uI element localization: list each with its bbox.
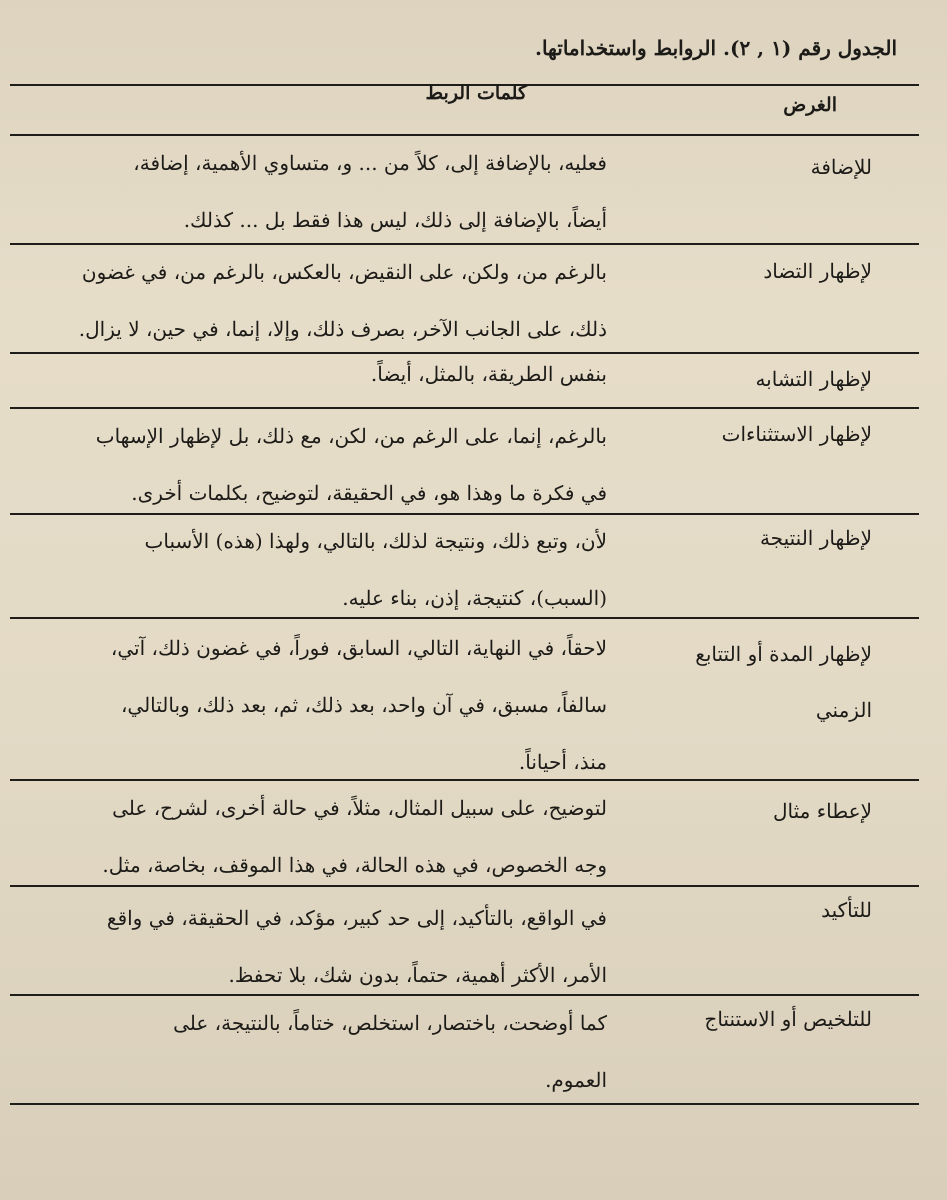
connector-line: في الواقع، بالتأكيد، إلى حد كبير، مؤكد، في الحقيقة، في واقع (106, 906, 607, 930)
row-purpose: لإظهار النتيجة (759, 526, 872, 550)
row-divider (10, 885, 919, 887)
row-connectors (40, 513, 607, 627)
connector-line: العموم. (545, 1068, 607, 1092)
connector-line: لاحقاً، في النهاية، التالي، السابق، فوراً، في غضون ذلك، آتي، (110, 636, 607, 660)
connector-line: منذ، أحياناً. (518, 750, 607, 774)
row-purpose: لإظهار التضاد (763, 259, 872, 283)
row-divider (10, 617, 919, 619)
connector-line: لتوضيح، على سبيل المثال، مثلاً، في حالة أخرى، لشرح، على (112, 796, 607, 820)
connector-line: بنفس الطريقة، بالمثل، أيضاً. (370, 362, 607, 386)
row-connectors (40, 244, 607, 358)
connector-line: ذلك، على الجانب الآخر، بصرف ذلك، وإلا، إنما، في حين، لا يزال. (78, 317, 607, 341)
row-connectors (40, 620, 607, 791)
row-purpose: للإضافة (810, 155, 872, 179)
row-connectors (40, 408, 607, 522)
connector-line: وجه الخصوص، في هذه الحالة، في هذا الموقف، بخاصة، مثل. (102, 853, 607, 877)
row-purpose: لإظهار التشابه (755, 367, 872, 391)
row-connectors (40, 135, 607, 249)
header-connectors: كلمات الربط (425, 82, 527, 104)
table-bottom-rule (10, 1103, 919, 1105)
connector-line: سالفاً، مسبق، في آن واحد، بعد ذلك، ثم، بعد ذلك، وبالتالي، (120, 693, 607, 717)
connector-line: بالرغم، إنما، على الرغم من، لكن، مع ذلك، بل لإظهار الإسهاب (95, 424, 607, 448)
row-purpose: لإظهار الاستثناءات (721, 422, 872, 446)
connector-line: أيضاً، بالإضافة إلى ذلك، ليس هذا فقط بل ... كذلك. (183, 208, 607, 232)
row-purpose: للتلخيص أو الاستنتاج (704, 1007, 872, 1031)
row-purpose: للتأكيد (821, 898, 872, 922)
table-caption: الجدول رقم (١ , ٢). الروابط واستخداماتها. (535, 36, 897, 60)
connector-line: كما أوضحت، باختصار، استخلص، ختاماً، بالنتيجة، على (173, 1011, 607, 1035)
row-connectors (40, 780, 607, 894)
connector-line: (السبب)، كنتيجة، إذن، بناء عليه. (342, 586, 607, 610)
row-purpose: لإعطاء مثال (773, 799, 872, 823)
row-connectors (40, 346, 607, 403)
connector-line: فعليه، بالإضافة إلى، كلاً من ... و، متساوي الأهمية، إضافة، (133, 151, 607, 175)
row-purpose: لإظهار المدة أو التتابع الزمني (695, 642, 872, 722)
header-purpose: الغرض (783, 94, 837, 116)
connector-line: الأمر، الأكثر أهمية، حتماً، بدون شك، بلا تحفظ. (228, 963, 607, 987)
connector-line: لأن، وتبع ذلك، ونتيجة لذلك، بالتالي، ولهذا (هذه) الأسباب (144, 529, 607, 553)
connector-line: في فكرة ما وهذا هو، في الحقيقة، لتوضيح، بكلمات أخرى. (131, 481, 607, 505)
row-connectors (40, 890, 607, 1004)
table-header-row (0, 82, 947, 132)
row-connectors (40, 995, 607, 1109)
connector-line: بالرغم من، ولكن، على النقيض، بالعكس، بالرغم من، في غضون (81, 260, 607, 284)
